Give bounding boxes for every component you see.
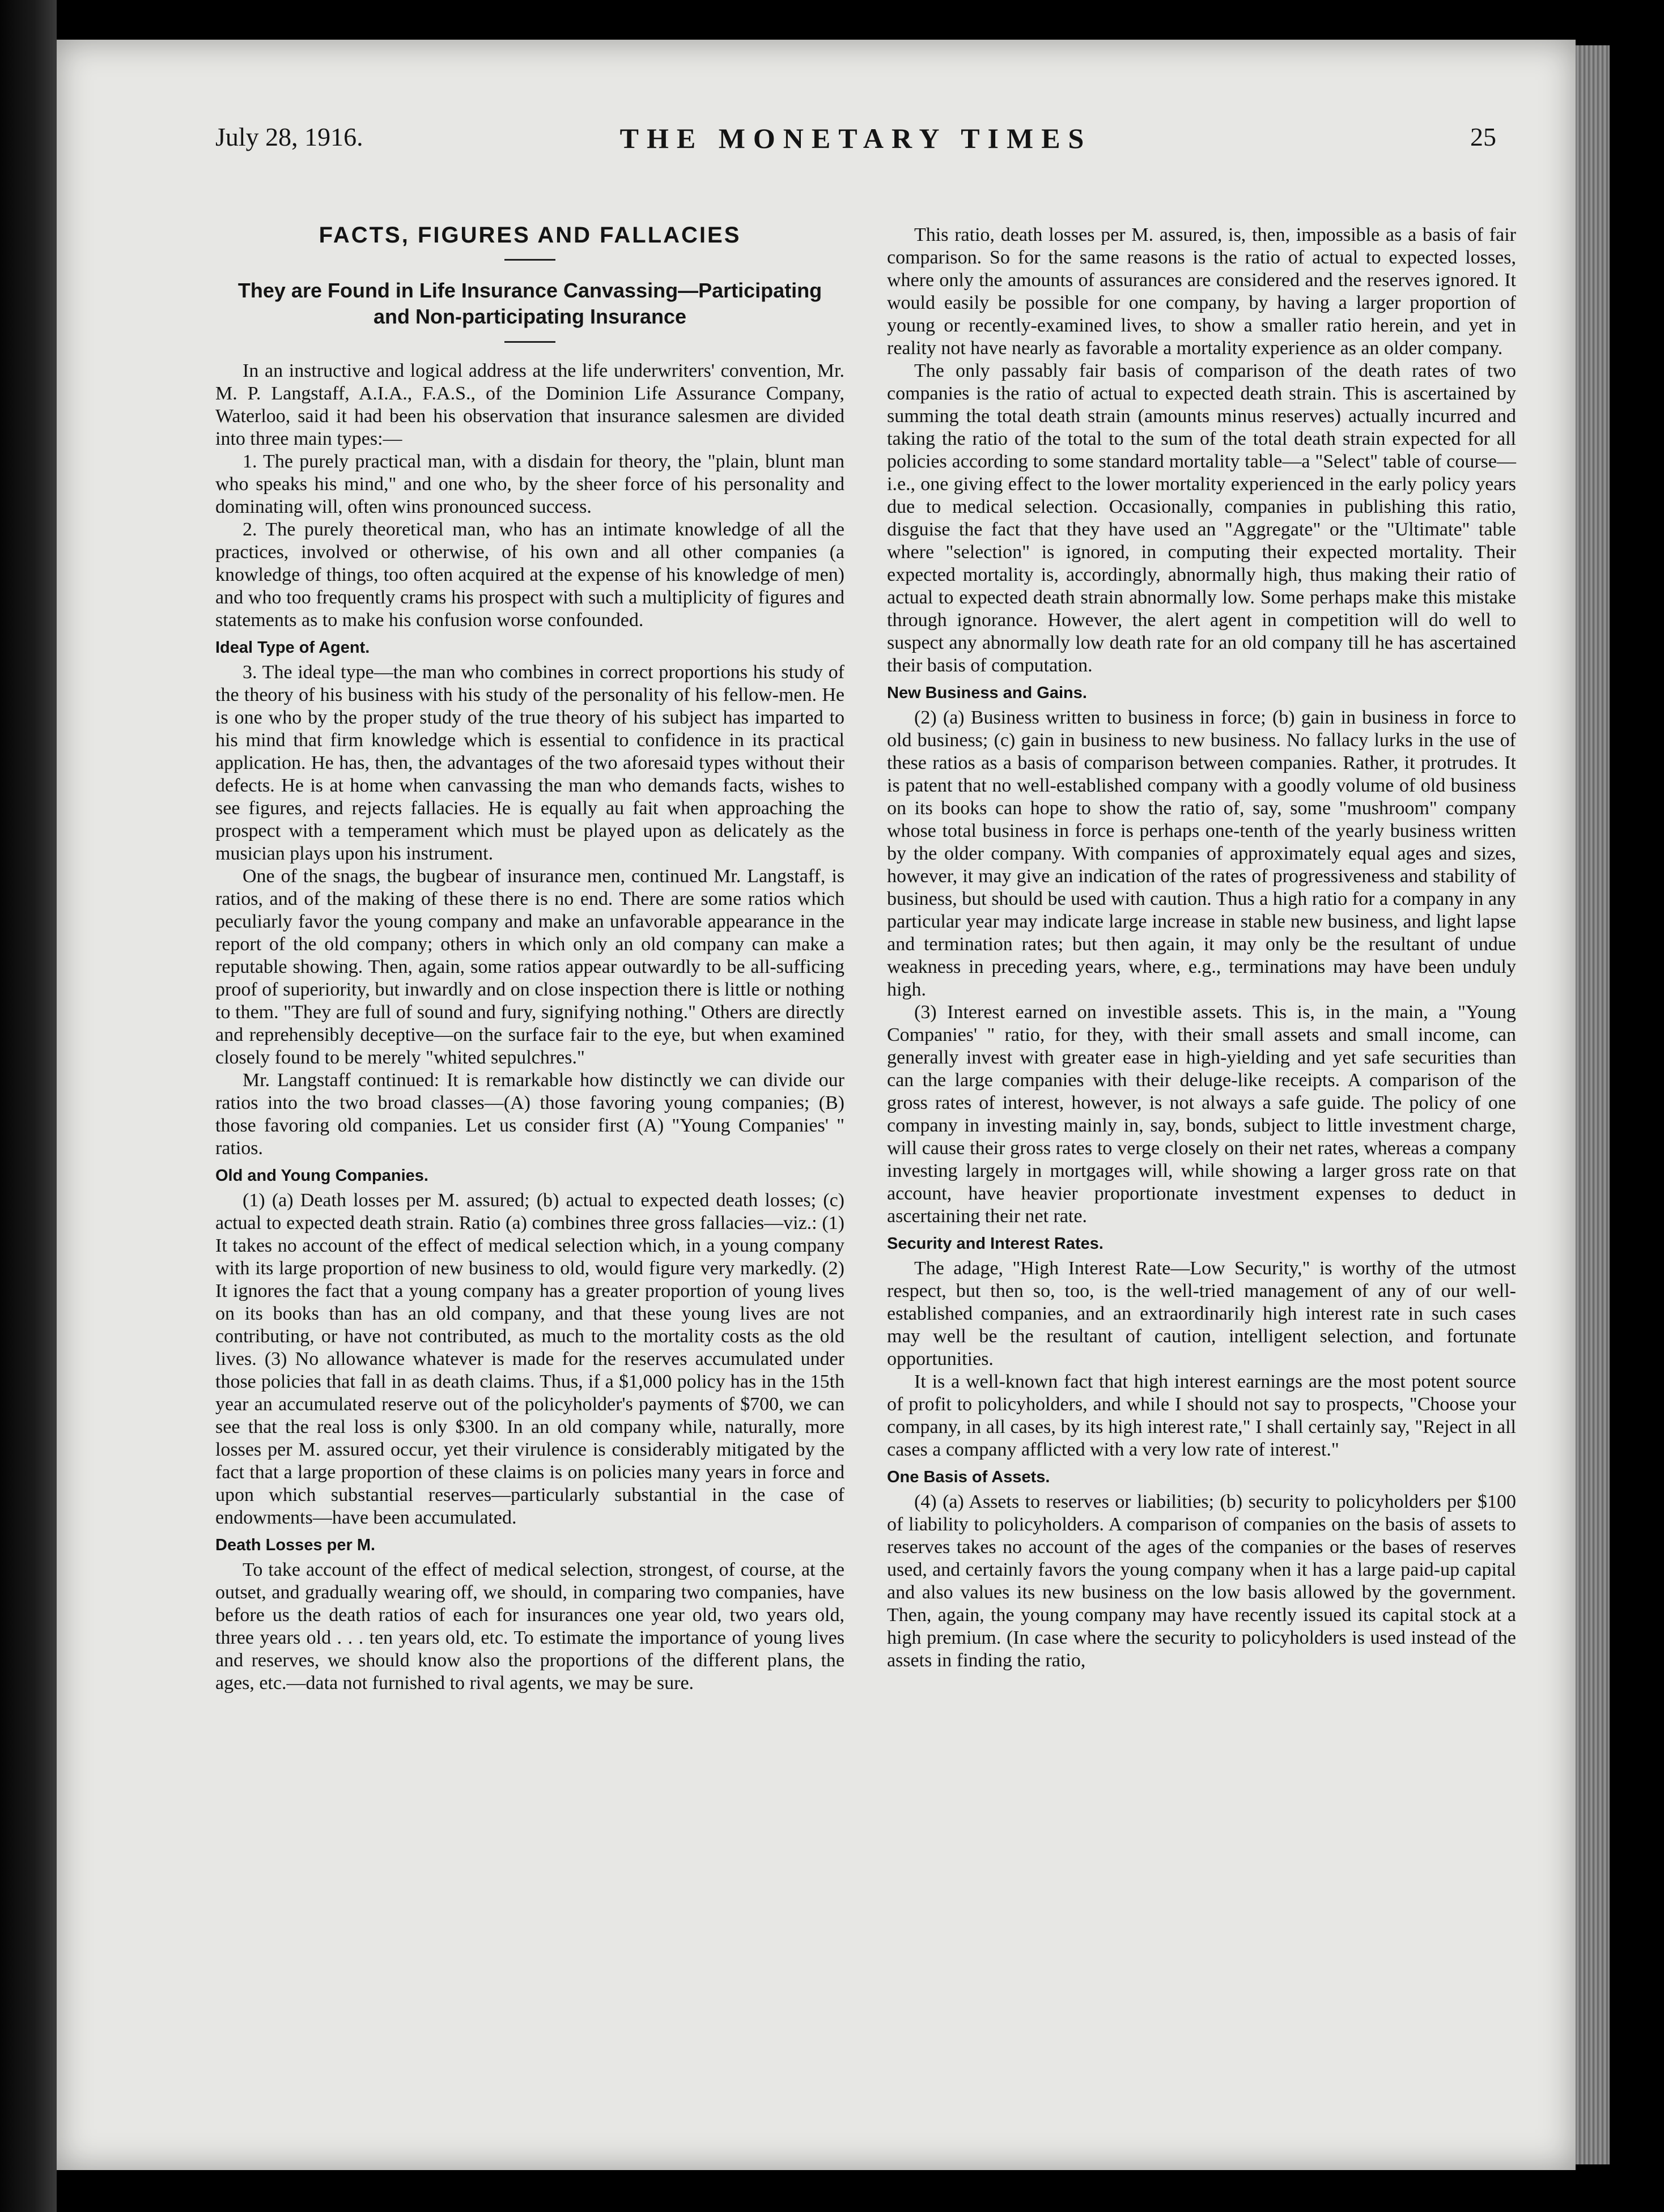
book-spine <box>0 0 57 2212</box>
article-title: FACTS, FIGURES AND FALLACIES <box>319 223 741 248</box>
issue-date: July 28, 1916. <box>215 122 363 151</box>
right-column <box>887 224 1516 1672</box>
paragraph: 3. The ideal type—the man who combines in correct proportions his study of the theory of his business with his study of the personality of his fellow-men. He is one who by the proper study of the true theory of his subject has imparted to his mind that firm knowledge which is essential to confidence in its practical application. He has, then, the advantages of the two aforesaid types without their defects. He is at home when canvassing the man who demands facts, wishes to see figures, and rejects fallacies. He is equally au fait when approaching the prospect with a temperament which must be played upon as delicately as the musician plays upon his instrument. <box>215 662 844 864</box>
paragraph: One of the snags, the bugbear of insurance men, continued Mr. Langstaff, is ratios, and of the making of these there is no end. There are some ratios which peculiarly favor the young company and make an unfavorable appearance in the report of the old company; others in which only an old company can make a reputable showing. Then, again, some ratios appear outwardly to be all-sufficing proof of superiority, but inwardly and on close inspection there is little or nothing to them. "They are full of sound and fury, signifying nothing." Others are directly and reprehensibly deceptive—on the surface fair to the eye, but when examined closely found to be merely "whited sepulchres." <box>215 866 844 1068</box>
paragraph: This ratio, death losses per M. assured, is, then, impossible as a basis of fair comparison. So for the same reasons is the ratio of actual to expected losses, where only the amounts of assurances are considered and the reserves ignored. It would easily be possible for one company, by having a larger proportion of young or recently-examined lives, to show a smaller ratio herein, and yet in reality not have nearly as favorable a mortality experience as an older company. <box>887 224 1516 359</box>
section-heading: Old and Young Companies. <box>215 1167 428 1185</box>
section-heading: One Basis of Assets. <box>887 1468 1050 1486</box>
paragraph: (2) (a) Business written to business in force; (b) gain in business in force to old business; (c) gain in business to new business. No fallacy lurks in the use of these ratios as a basis of comparison between companies. Rather, it protrudes. It is patent that no well-established company with a goodly volume of old business on its books can hope to show the ratio of, say, some "mushroom" company whose total business in force is perhaps one-tenth of the yearly business written by the older company. With companies of approximately equal ages and sizes, however, it may give an indication of the rates of progressiveness and stability of business, but should be used with caution. Thus a high ratio for a company in any particular year may indicate large increase in stable new business, and light lapse and termination rates; but then again, it may only be the resultant of undue weakness in preceding years, where, e.g., terminations may have been unduly high. <box>887 707 1516 1000</box>
subtitle-rule <box>504 341 555 343</box>
page-edge <box>1576 45 1610 2164</box>
publication-title: THE MONETARY TIMES <box>619 122 1092 154</box>
left-column <box>215 224 844 1695</box>
paragraph: 2. The purely theoretical man, who has an intimate knowledge of all the practices, involved or otherwise, of his own and all other companies (a knowledge of things, too often acquired at the expense of his knowledge of men) and who too frequently crams his prospect with such a multiplicity of figures and statements as to make his confusion worse confounded. <box>215 519 844 631</box>
paragraph: The adage, "High Interest Rate—Low Security," is worthy of the utmost respect, but then so, too, is the well-tried management of any of our well-established companies, and an extraordinarily high interest rate in such cases may well be the resultant of caution, intelligent selection, and fortunate opportunities. <box>887 1258 1516 1369</box>
section-heading: New Business and Gains. <box>887 684 1087 702</box>
paragraph: To take account of the effect of medical selection, strongest, of course, at the outset, and gradually wearing off, we should, in comparing two companies, have before us the death ratios of each for insurances one year old, two years old, three years old . . . ten years old, etc. To estimate the importance of young lives and reserves, we should know also the proportions of the different plans, the ages, etc.—data not furnished to rival agents, we may be sure. <box>215 1559 844 1694</box>
article-subtitle: They are Found in Life Insurance Canvassing—Participating and Non-participating Insurance <box>237 279 822 328</box>
section-heading: Security and Interest Rates. <box>887 1235 1103 1253</box>
title-rule <box>504 259 555 261</box>
paragraph: (4) (a) Assets to reserves or liabilities; (b) security to policyholders per $100 of liability to policyholders. A comparison of companies on the basis of assets to reserves takes no account of the ages of the companies or the bases of reserves used, and certainly favors the young company when it has a large paid-up capital and also values its new business on the low basis allowed by the government. Then, again, the young company may have recently issued its capital stock at a high premium. (In case where the security to policyholders is used instead of the assets in finding the ratio, <box>887 1491 1516 1671</box>
paragraph: (3) Interest earned on investible assets. This is, in the main, a "Young Companies' " ratio, for they, with their small assets and small income, can generally invest with greater ease in high-yielding and yet safe securities than can the large companies with their deluge-like receipts. A comparison of the gross rates of interest, however, is not always a safe guide. The policy of one company in investing mainly in, say, bonds, subject to little investment charge, will cause their gross rates to verge closely on their net rates, whereas a company investing largely in mortgages will, while showing a larger gross rate on that account, have heavier proportionate investment expenses to deduct in ascertaining their net rate. <box>887 1002 1516 1227</box>
section-heading: Death Losses per M. <box>215 1536 376 1554</box>
section-heading: Ideal Type of Agent. <box>215 639 370 657</box>
paragraph: In an instructive and logical address at the life underwriters' convention, Mr. M. P. Langstaff, A.I.A., F.A.S., of the Dominion Life Assurance Company, Waterloo, said it had been his observation that insurance salesmen are divided into three main types:— <box>215 360 844 449</box>
paragraph: The only passably fair basis of comparison of the death rates of two companies is the ratio of actual to expected death strain. This is ascertained by summing the total death strain (amounts minus reserves) actually incurred and taking the ratio of the total to the sum of the total death strain expected for all policies according to some standard mortality table—a "Select" table of course—i.e., one giving effect to the lower mortality experienced in the early policy years due to medical selection. Occasionally, companies in publishing this ratio, disguise the fact that they have used an "Aggregate" or the "Ultimate" table where "selection" is ignored, in computing their expected mortality. Their expected mortality is, accordingly, abnormally high, thus making their ratio of actual to expected death strain abnormally low. Some perhaps make this mistake through ignorance. However, the alert agent in competition will do well to suspect any abnormally low death rate for an old company till he has ascertained their basis of computation. <box>887 360 1516 676</box>
paragraph: 1. The purely practical man, with a disdain for theory, the "plain, blunt man who speaks his mind," and one who, by the sheer force of his personality and dominating will, often wins pronounced success. <box>215 451 844 517</box>
running-header <box>215 122 1496 167</box>
paragraph: Mr. Langstaff continued: It is remarkable how distinctly we can divide our ratios into the two broad classes—(A) those favoring young companies; (B) those favoring old companies. Let us consider first (A) "Young Companies' " ratios. <box>215 1070 844 1159</box>
paragraph: (1) (a) Death losses per M. assured; (b) actual to expected death losses; (c) actual to expected death strain. Ratio (a) combines three gross fallacies—viz.: (1) It takes no account of the effect of medical selection which, in a young company with its large proportion of new business to old, would figure very markedly. (2) It ignores the fact that a young company has a greater proportion of young lives on its books than has an old company, and that these young lives are not contributing, or have not contributed, as much to the mortality costs as the old lives. (3) No allowance whatever is made for the reserves accumulated under those policies that fall in as death claims. Thus, if a $1,000 policy has in the 15th year an accumulated reserve out of the policyholder's payments of $700, we can see that the real loss is only $300. In an old company while, naturally, more losses per M. assured occur, yet their virulence is considerably mitigated by the fact that a large proportion of these claims is on policies many years in force and upon which substantial reserves—particularly substantial in the case of endowments—have been accumulated. <box>215 1190 844 1528</box>
page-number: 25 <box>1470 122 1496 151</box>
paragraph: It is a well-known fact that high interest earnings are the most potent source of profit to policyholders, and while I should not say to prospects, "Choose your company, in all cases, by its high interest rate," I shall certainly say, "Reject in all cases a company afflicted with a very low rate of interest." <box>887 1371 1516 1460</box>
